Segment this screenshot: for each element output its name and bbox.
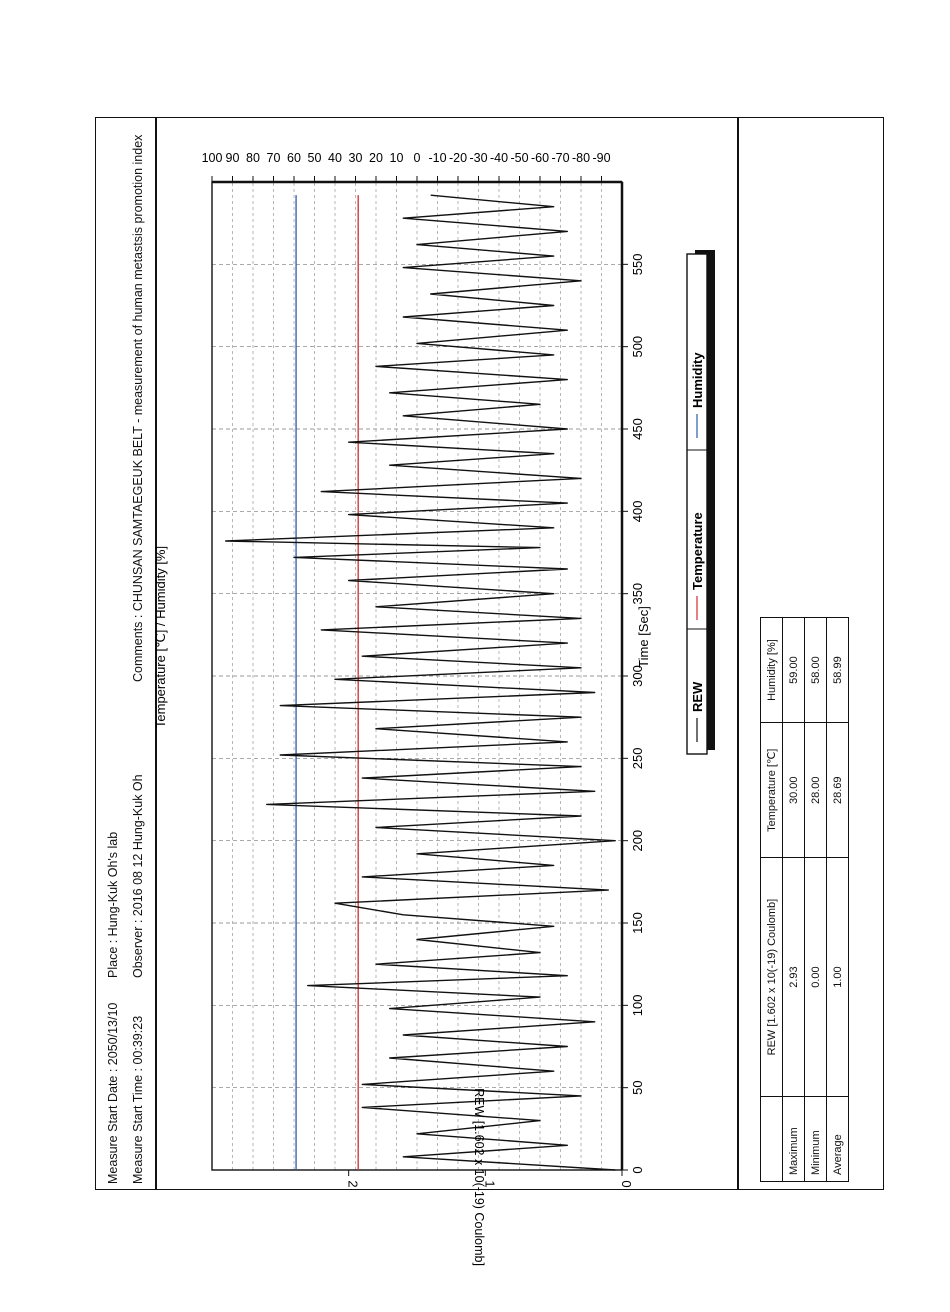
- chart-series: [226, 195, 616, 1170]
- y-right-tick-label: -20: [448, 151, 468, 165]
- stats-header-rew: REW [1.602 x 10(-19) Coulomb]: [761, 858, 783, 1096]
- y-right-tick-label: -70: [551, 151, 570, 165]
- stats-table: [760, 617, 849, 1182]
- observer: Observer : 2016 08 12 Hung-Kuk Oh: [131, 774, 145, 978]
- x-tick-label: 350: [630, 582, 645, 605]
- stats-header-temperature: Temperature [℃]: [761, 723, 783, 858]
- x-tick-label: 50: [630, 1080, 645, 1095]
- y-right-tick-label: 0: [413, 151, 421, 165]
- y-left-tick-label: 2: [345, 1180, 361, 1188]
- temperature-max: 30.00: [783, 723, 805, 858]
- legend-humidity: Humidity: [690, 352, 705, 408]
- chart-ticks: [202, 151, 645, 1188]
- y-right-tick-label: 100: [201, 151, 223, 165]
- y-axis-label-left: REW [1.602 x 10(-19) Coulomb]: [472, 1088, 486, 1266]
- temperature-min: 28.00: [805, 723, 827, 858]
- rew-average: 1.00: [827, 858, 849, 1096]
- y-right-tick-label: -10: [428, 151, 447, 165]
- table-row: [783, 618, 805, 1182]
- y-right-tick-label: 50: [307, 151, 322, 165]
- rew-min: 0.00: [805, 858, 827, 1096]
- y-right-tick-label: -50: [510, 151, 529, 165]
- humidity-max: 59.00: [783, 618, 805, 723]
- place: Place : Hung-Kuk Oh's lab: [106, 831, 120, 978]
- stats-header-humidity: Humidity [%]: [761, 618, 783, 723]
- measure-start-date: Measure Start Date : 2050/13/10: [106, 1002, 120, 1184]
- y-right-tick-label: 20: [369, 151, 383, 165]
- x-tick-label: 100: [630, 994, 645, 1017]
- y-axis-label-right: Temperature [℃] / Humidity [%]: [153, 545, 168, 729]
- y-right-tick-label: -60: [530, 151, 550, 165]
- y-left-tick-label: 1: [482, 1180, 498, 1188]
- y-right-tick-label: 70: [266, 151, 281, 165]
- legend-box: [687, 254, 707, 754]
- comments: Comments : CHUNSAN SAMTAEGEUK BELT - measurement of human metastsis promotion index: [131, 134, 145, 682]
- rew-max: 2.93: [783, 858, 805, 1096]
- legend: [687, 250, 715, 754]
- measure-start-time: Measure Start Time : 00:39:23: [131, 1015, 145, 1184]
- y-right-tick-label: 60: [287, 151, 301, 165]
- row-label: Average: [827, 1096, 849, 1181]
- legend-temperature: Temperature: [690, 512, 705, 590]
- y-right-tick-label: 30: [348, 151, 363, 165]
- temperature-average: 28.69: [827, 723, 849, 858]
- x-tick-label: 500: [630, 335, 645, 358]
- legend-rew: REW: [690, 681, 705, 712]
- y-right-tick-label: -90: [592, 151, 611, 165]
- y-right-tick-label: 90: [225, 151, 240, 165]
- y-right-tick-label: 40: [328, 151, 342, 165]
- y-right-tick-label: 80: [246, 151, 260, 165]
- humidity-min: 58.00: [805, 618, 827, 723]
- x-tick-label: 0: [630, 1166, 645, 1174]
- y-right-tick-label: 10: [389, 151, 404, 165]
- row-label: Maximum: [783, 1096, 805, 1181]
- x-tick-label: 550: [630, 253, 645, 276]
- rew-line: [226, 195, 616, 1170]
- x-axis-label: Time [Sec]: [636, 606, 651, 668]
- row-label: Minimum: [805, 1096, 827, 1181]
- x-tick-label: 400: [630, 500, 645, 523]
- x-tick-label: 250: [630, 747, 645, 770]
- humidity-average: 58.99: [827, 618, 849, 723]
- x-tick-label: 150: [630, 912, 645, 934]
- stats-header-blank: [761, 1096, 783, 1181]
- y-right-tick-label: -40: [489, 151, 509, 165]
- y-right-tick-label: -80: [571, 151, 591, 165]
- table-row: [827, 618, 849, 1182]
- table-row: [805, 618, 827, 1182]
- x-tick-label: 200: [630, 829, 645, 852]
- y-right-tick-label: -30: [469, 151, 488, 165]
- x-tick-label: 450: [630, 418, 645, 440]
- y-left-tick-label: 0: [619, 1180, 634, 1188]
- x-tick-label: 300: [630, 665, 645, 687]
